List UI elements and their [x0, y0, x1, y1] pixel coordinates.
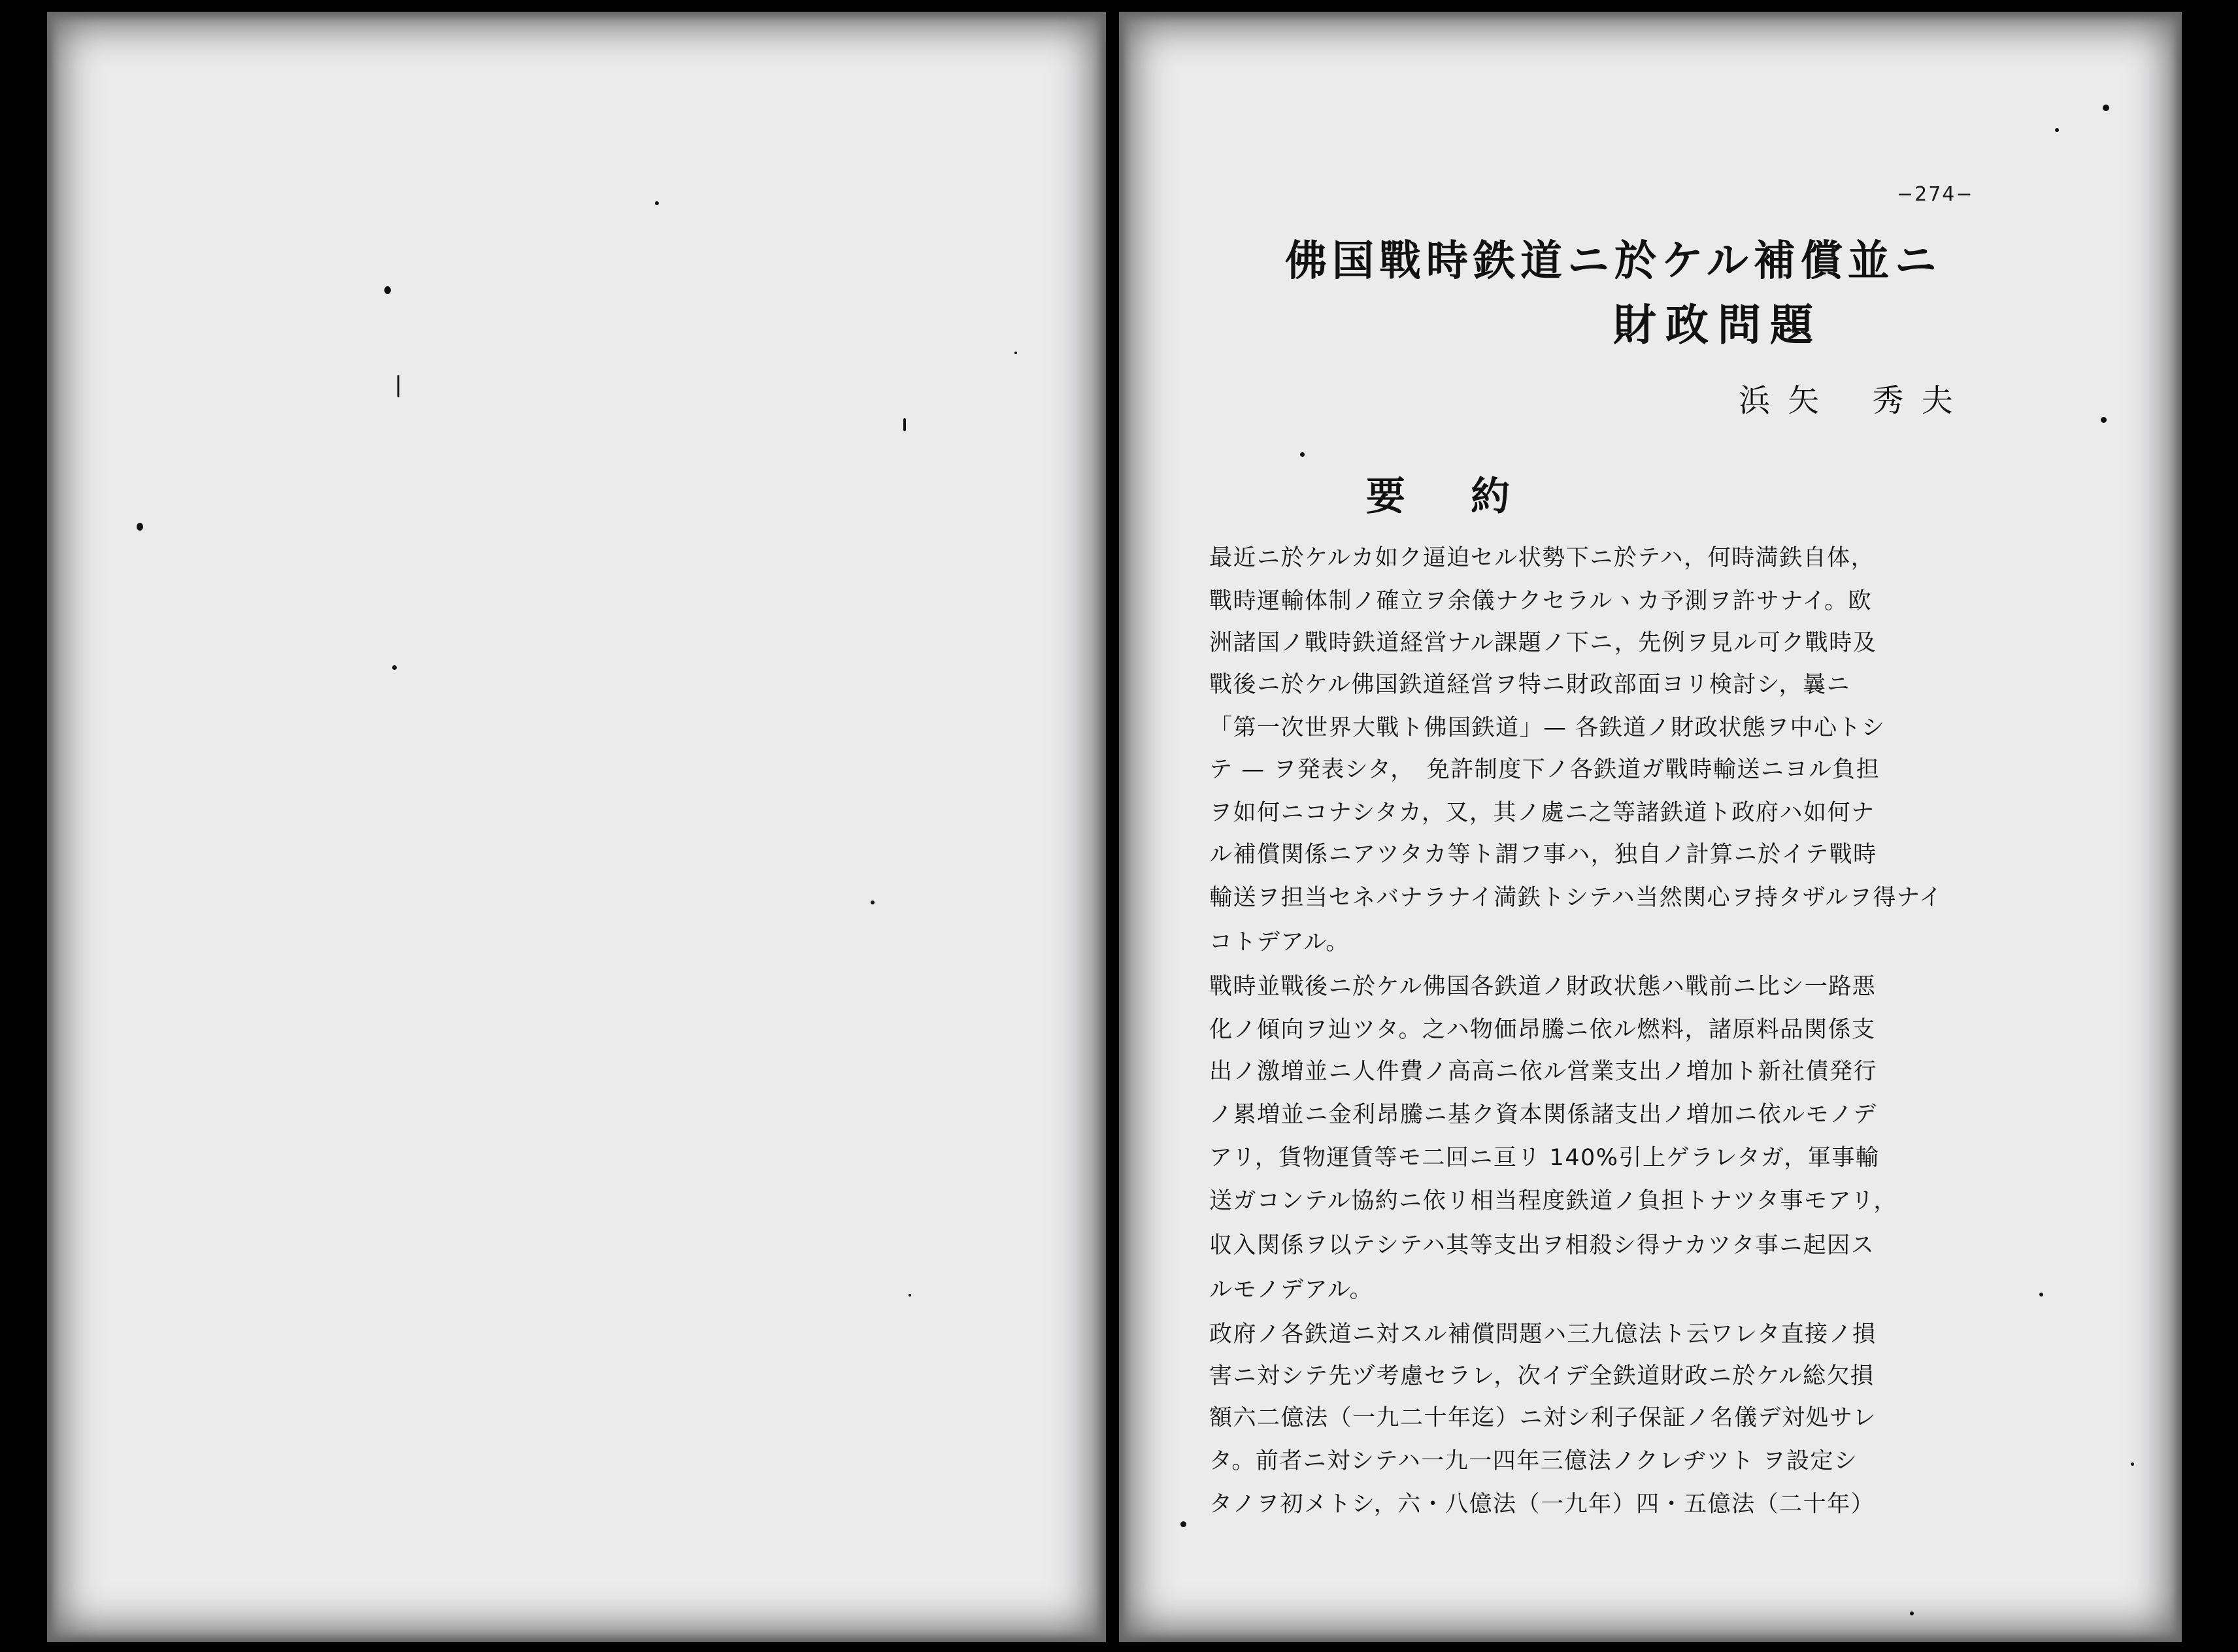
- ink-speck: [2103, 105, 2109, 111]
- body-line: 洲諸国ノ戰時鉄道経営ナル課題ノ下ニ，先例ヲ見ル可ク戰時及: [1209, 630, 1877, 656]
- body-line: ヲ如何ニコナシタカ，又，其ノ處ニ之等諸鉄道ト政府ハ如何ナ: [1209, 800, 1875, 826]
- document-title-line-2: 財政問題: [1613, 300, 1822, 350]
- body-line: 戰時並戰後ニ於ケル佛国各鉄道ノ財政状態ハ戰前ニ比シ一路悪: [1209, 974, 1877, 1000]
- body-line: 収入関係ヲ以テシテハ其等支出ヲ相殺シ得ナカツタ事ニ起因ス: [1209, 1232, 1875, 1259]
- body-line: タノヲ初メトシ，六・八億法（一九年）四・五億法（二十年）: [1209, 1491, 1875, 1517]
- body-line: ノ累増並ニ金利昂騰ニ基ク資本関係諸支出ノ増加ニ依ルモノデ: [1209, 1102, 1877, 1128]
- body-line: 政府ノ各鉄道ニ対スル補償問題ハ三九億法ト云ワレタ直接ノ損: [1209, 1321, 1877, 1347]
- ink-speck: [2101, 417, 2107, 423]
- body-line: 害ニ対シテ先ヅ考慮セラレ，次イデ全鉄道財政ニ於ケル総欠損: [1209, 1363, 1875, 1389]
- author-name: 浜 矢 秀 夫: [1739, 382, 1957, 419]
- ink-speck: [909, 1294, 911, 1297]
- ink-speck: [2055, 128, 2059, 132]
- ink-speck: [903, 418, 906, 431]
- ink-speck: [2039, 1293, 2043, 1297]
- ink-speck: [1180, 1521, 1186, 1527]
- body-line: 最近ニ於ケルカ如ク逼迫セル状勢下ニ於テハ，何時満鉄自体，: [1209, 545, 1875, 571]
- page-number: −274−: [1897, 183, 1974, 206]
- body-line: アリ，貨物運賃等モ二回ニ亘リ 140%引上ゲラレタガ，軍事輸: [1209, 1145, 1880, 1171]
- body-line: 送ガコンテル協約ニ依リ相当程度鉄道ノ負担トナツタ事モアリ，: [1209, 1188, 1897, 1214]
- document-title-line-1: 佛国戰時鉄道ニ於ケル補償並ニ: [1285, 237, 1942, 286]
- ink-speck: [871, 900, 875, 904]
- ink-speck: [1910, 1611, 1914, 1615]
- ink-speck: [137, 523, 143, 531]
- ink-speck: [1014, 352, 1017, 354]
- ink-speck: [2131, 1462, 2134, 1466]
- body-line: 出ノ激増並ニ人件費ノ高高ニ依ル営業支出ノ増加ト新社債発行: [1209, 1059, 1878, 1085]
- body-line: 戰後ニ於ケル佛国鉄道経営ヲ特ニ財政部面ヨリ検討シ，曩ニ: [1209, 672, 1850, 698]
- section-heading: 要約: [1366, 474, 1575, 520]
- body-line: コトデアル。: [1209, 929, 1350, 955]
- body-line: ル補償関係ニアツタカ等ト謂フ事ハ，独自ノ計算ニ於イテ戰時: [1209, 842, 1877, 868]
- ink-speck: [397, 375, 399, 397]
- left-page-blank: [47, 12, 1106, 1642]
- ink-speck: [655, 201, 659, 205]
- body-line: 化ノ傾向ヲ辿ツタ。之ハ物価昂騰ニ依ル燃料，諸原料品関係支: [1209, 1017, 1876, 1043]
- ink-speck: [1300, 452, 1305, 457]
- body-line: 輸送ヲ担当セネバナラナイ満鉄トシテハ当然関心ヲ持タザルヲ得ナイ: [1209, 885, 1943, 911]
- body-line: テ — ヲ発表シタ， 免許制度下ノ各鉄道ガ戰時輸送ニヨル負担: [1209, 757, 1880, 783]
- body-line: タ。前者ニ対シテハ一九一四年三億法ノクレヂツト ヲ設定シ: [1209, 1448, 1858, 1474]
- body-line: 額六二億法（一九二十年迄）ニ対シ利子保証ノ名儀デ対処サレ: [1209, 1405, 1877, 1431]
- ink-speck: [392, 665, 397, 670]
- ink-speck: [384, 286, 391, 294]
- body-line: ルモノデアル。: [1209, 1277, 1373, 1303]
- body-line: 「第一次世界大戰ト佛国鉄道」— 各鉄道ノ財政状態ヲ中心トシ: [1209, 715, 1886, 741]
- body-line: 戰時運輸体制ノ確立ヲ余儀ナクセラルヽカ予測ヲ許サナイ。欧: [1209, 588, 1872, 614]
- right-page: [1119, 12, 2182, 1642]
